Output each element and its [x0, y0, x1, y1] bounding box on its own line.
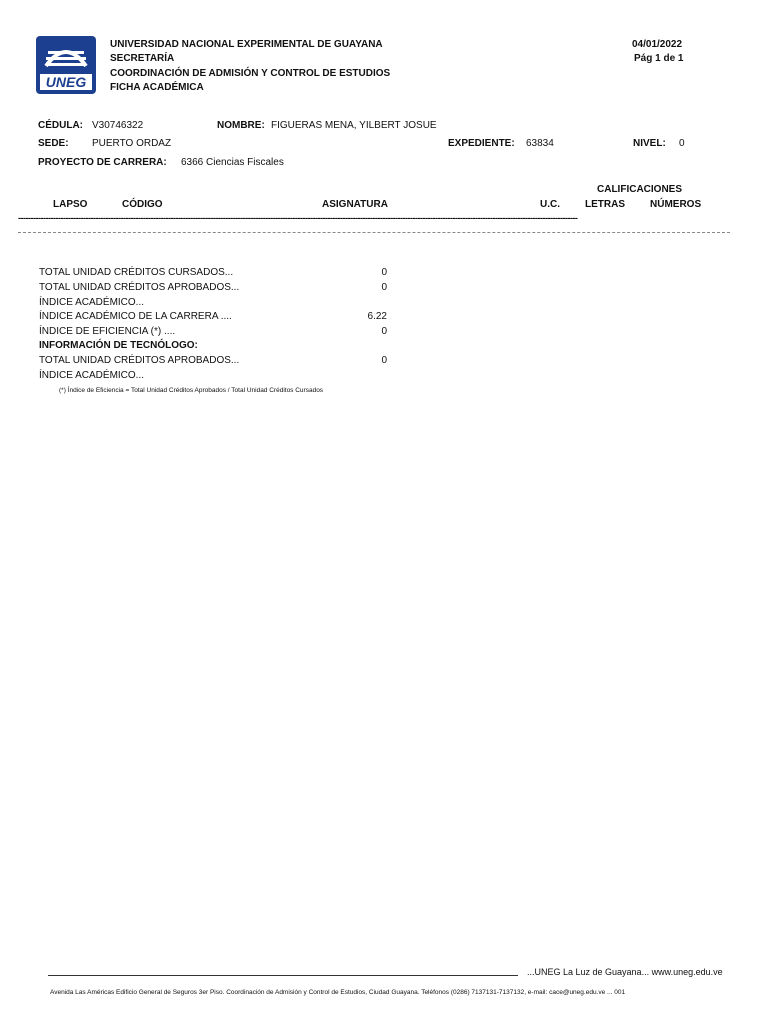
eficiencia-value: 0 — [381, 326, 387, 337]
tecnologo-label: INFORMACIÓN DE TECNÓLOGO: — [39, 340, 198, 351]
column-lapso: LAPSO — [53, 199, 88, 210]
tec-aprobados-label: TOTAL UNIDAD CRÉDITOS APROBADOS... — [39, 355, 240, 366]
column-numeros: NÚMEROS — [650, 199, 702, 210]
cursados-value: 0 — [381, 267, 387, 278]
calificaciones-header: CALIFICACIONES — [597, 184, 682, 195]
cedula-label: CÉDULA: — [38, 120, 83, 131]
report-date: 04/01/2022 — [632, 39, 683, 50]
uneg-logo — [36, 36, 96, 94]
department-coordinacion: COORDINACIÓN DE ADMISIÓN Y CONTROL DE ESTUDIOS — [110, 68, 391, 79]
indice-label: ÍNDICE ACADÉMICO... — [39, 297, 145, 308]
aprobados-label: TOTAL UNIDAD CRÉDITOS APROBADOS... — [39, 282, 240, 293]
sede-label: SEDE: — [38, 138, 69, 149]
expediente-value: 63834 — [526, 138, 554, 149]
column-codigo: CÓDIGO — [122, 199, 163, 210]
university-name: UNIVERSIDAD NACIONAL EXPERIMENTAL DE GUAYANA — [110, 39, 383, 50]
proyecto-label: PROYECTO DE CARRERA: — [38, 157, 167, 168]
indice-carrera-label: ÍNDICE ACADÉMICO DE LA CARRERA .... — [39, 311, 232, 322]
document-title: FICHA ACADÉMICA — [110, 82, 204, 93]
footer-slogan: ...UNEG La Luz de Guayana... www.uneg.edu.ve — [527, 967, 723, 977]
page-number: Pág 1 de 1 — [634, 53, 684, 64]
logo-text: UNEG — [45, 74, 87, 90]
department-secretaria: SECRETARÍA — [110, 53, 175, 64]
table-body-rule — [18, 232, 730, 234]
sede-value: PUERTO ORDAZ — [92, 138, 172, 149]
column-asignatura: ASIGNATURA — [322, 199, 388, 210]
column-letras: LETRAS — [585, 199, 625, 210]
expediente-label: EXPEDIENTE: — [448, 138, 515, 149]
cedula-value: V30746322 — [92, 120, 144, 131]
footer-signature-line — [48, 965, 518, 976]
column-uc: U.C. — [540, 199, 560, 210]
table-header-rule: -------------------------------------------------------------------------------------------------------------------------------------------------------------------------------------------------------------------------------- — [18, 213, 578, 223]
nombre-label: NOMBRE: — [217, 120, 265, 131]
tec-indice-label: ÍNDICE ACADÉMICO... — [39, 370, 145, 381]
indice-carrera-value: 6.22 — [367, 311, 387, 322]
nivel-label: NIVEL: — [633, 138, 666, 149]
efficiency-footnote: (*) Índice de Eficiencia = Total Unidad Créditos Aprobados / Total Unidad Créditos Cursados — [59, 387, 324, 394]
eficiencia-label: ÍNDICE DE EFICIENCIA (*) .... — [39, 326, 176, 337]
footer-address: Avenida Las Américas Edificio General de Seguros 3er Piso. Coordinación de Admisión y Control de Estudios, Ciudad Guayana. Teléfonos (0286) 7137131-7137132, e-mail: cace@uneg.edu.ve ... 001 — [50, 989, 626, 996]
nivel-value: 0 — [679, 138, 685, 149]
tec-aprobados-value: 0 — [381, 355, 387, 366]
nombre-value: FIGUERAS MENA, YILBERT JOSUE — [271, 120, 437, 131]
proyecto-value: 6366 Ciencias Fiscales — [181, 157, 284, 168]
cursados-label: TOTAL UNIDAD CRÉDITOS CURSADOS... — [39, 267, 234, 278]
aprobados-value: 0 — [381, 282, 387, 293]
